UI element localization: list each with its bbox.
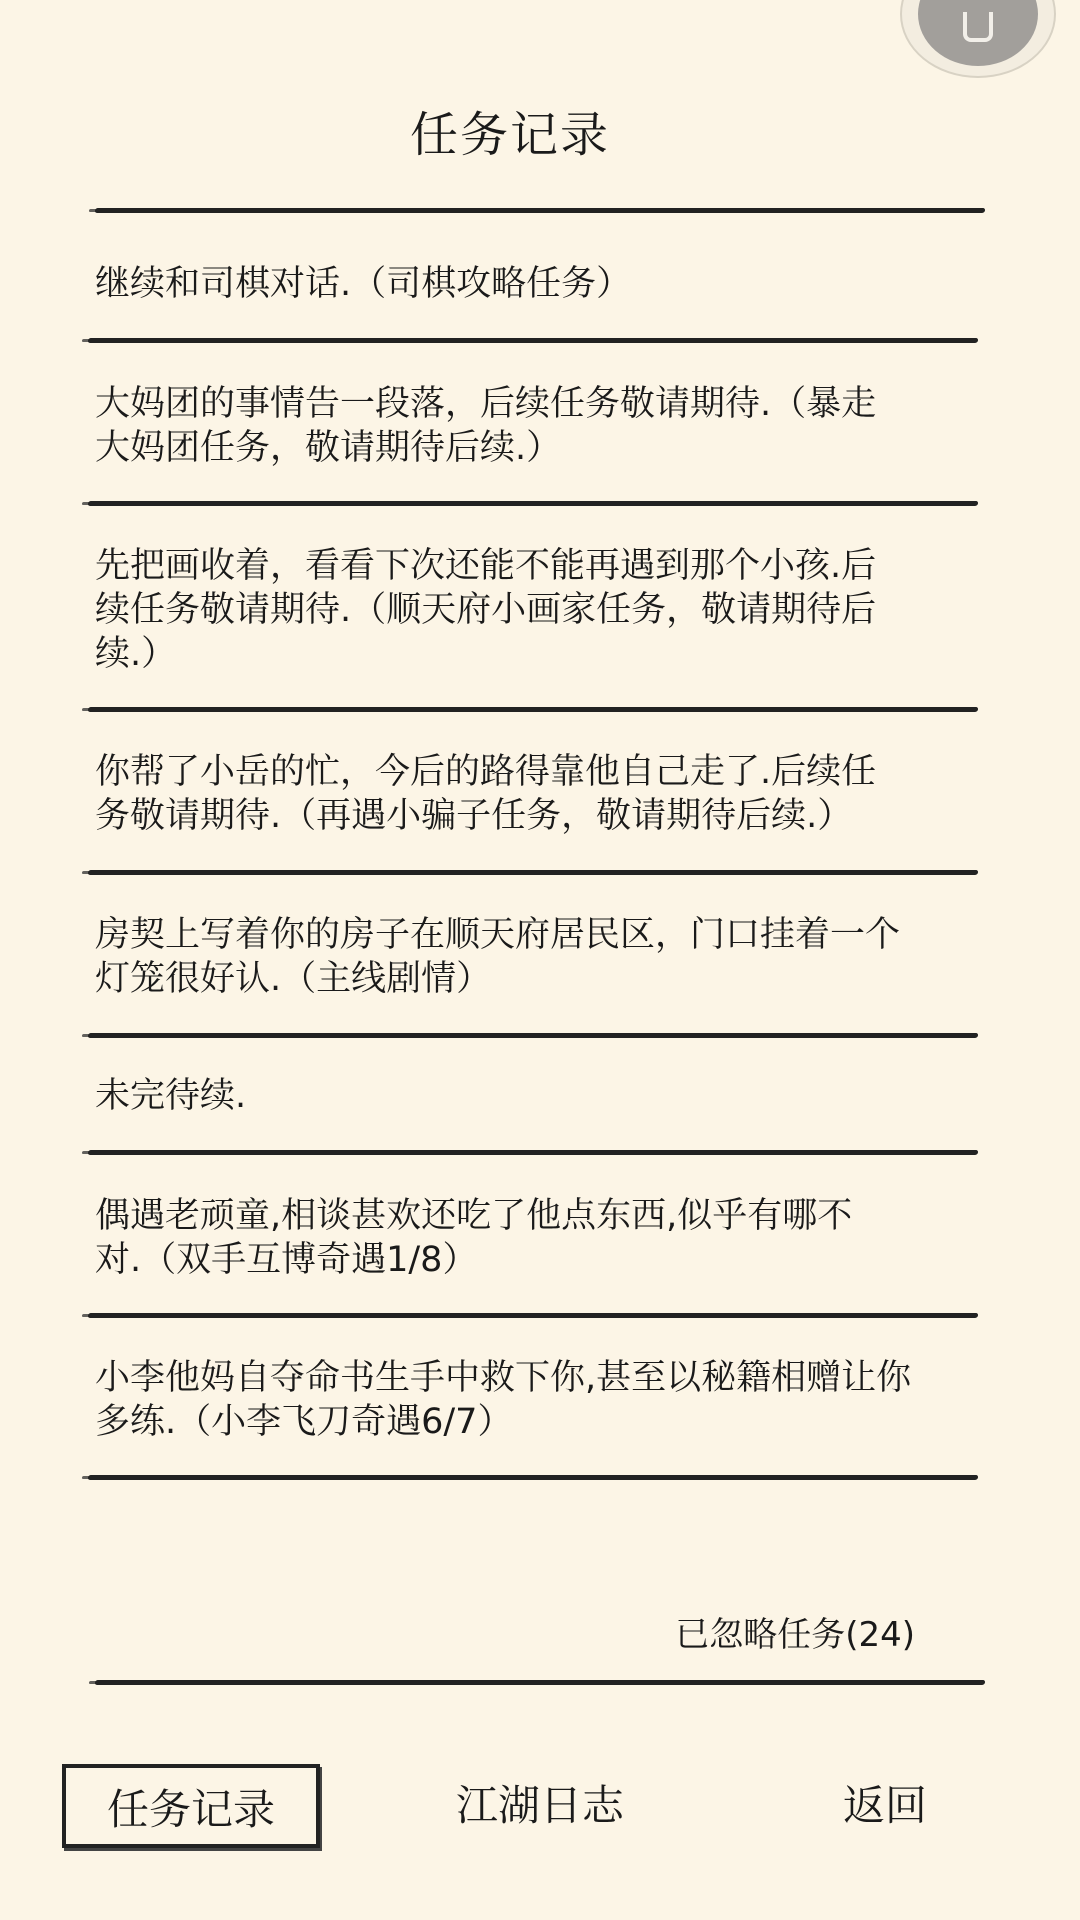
divider [88, 338, 979, 343]
back-button[interactable]: 返回 [842, 1781, 927, 1830]
divider [88, 707, 979, 712]
divider [88, 1475, 979, 1480]
divider [88, 501, 979, 506]
task-item-2[interactable]: 大妈团的事情告一段落，后续任务敬请期待.（暴走 大妈团任务，敬请期待后续.） [95, 384, 877, 468]
task-item-7[interactable]: 偶遇老顽童,相谈甚欢还吃了他点东西,似乎有哪不 对.（双手互博奇遇1/8） [95, 1196, 853, 1280]
divider [88, 1313, 979, 1318]
task-item-4[interactable]: 你帮了小岳的忙，今后的路得靠他自己走了.后续任 务敬请期待.（再遇小骗子任务，敬请期待后续.） [95, 752, 877, 836]
ignored-tasks-link[interactable]: 已忽略任务(24) [675, 1615, 915, 1655]
page-title: 任务记录 [409, 107, 610, 163]
corner-button-face [918, 0, 1038, 66]
task-item-1[interactable]: 继续和司棋对话.（司棋攻略任务） [95, 264, 632, 304]
task-item-8[interactable]: 小李他妈自夺命书生手中救下你,甚至以秘籍相赠让你 多练.（小李飞刀奇遇6/7） [95, 1358, 912, 1442]
task-item-3[interactable]: 先把画收着，看看下次还能不能再遇到那个小孩.后 续任务敬请期待.（顺天府小画家任务，敬请期待后 续.） [95, 546, 877, 674]
corner-menu-button[interactable] [900, 0, 1056, 78]
divider [88, 1033, 979, 1038]
divider [88, 1150, 979, 1155]
task-item-6[interactable]: 未完待续. [95, 1076, 247, 1116]
tab-task-record[interactable]: 任务记录 [62, 1764, 320, 1848]
divider [95, 1680, 986, 1685]
divider [88, 870, 979, 875]
divider [95, 208, 986, 213]
tab-jianghu-log[interactable]: 江湖日志 [455, 1781, 624, 1830]
cup-icon [963, 12, 993, 42]
task-item-5[interactable]: 房契上写着你的房子在顺天府居民区，门口挂着一个 灯笼很好认.（主线剧情） [95, 915, 901, 999]
